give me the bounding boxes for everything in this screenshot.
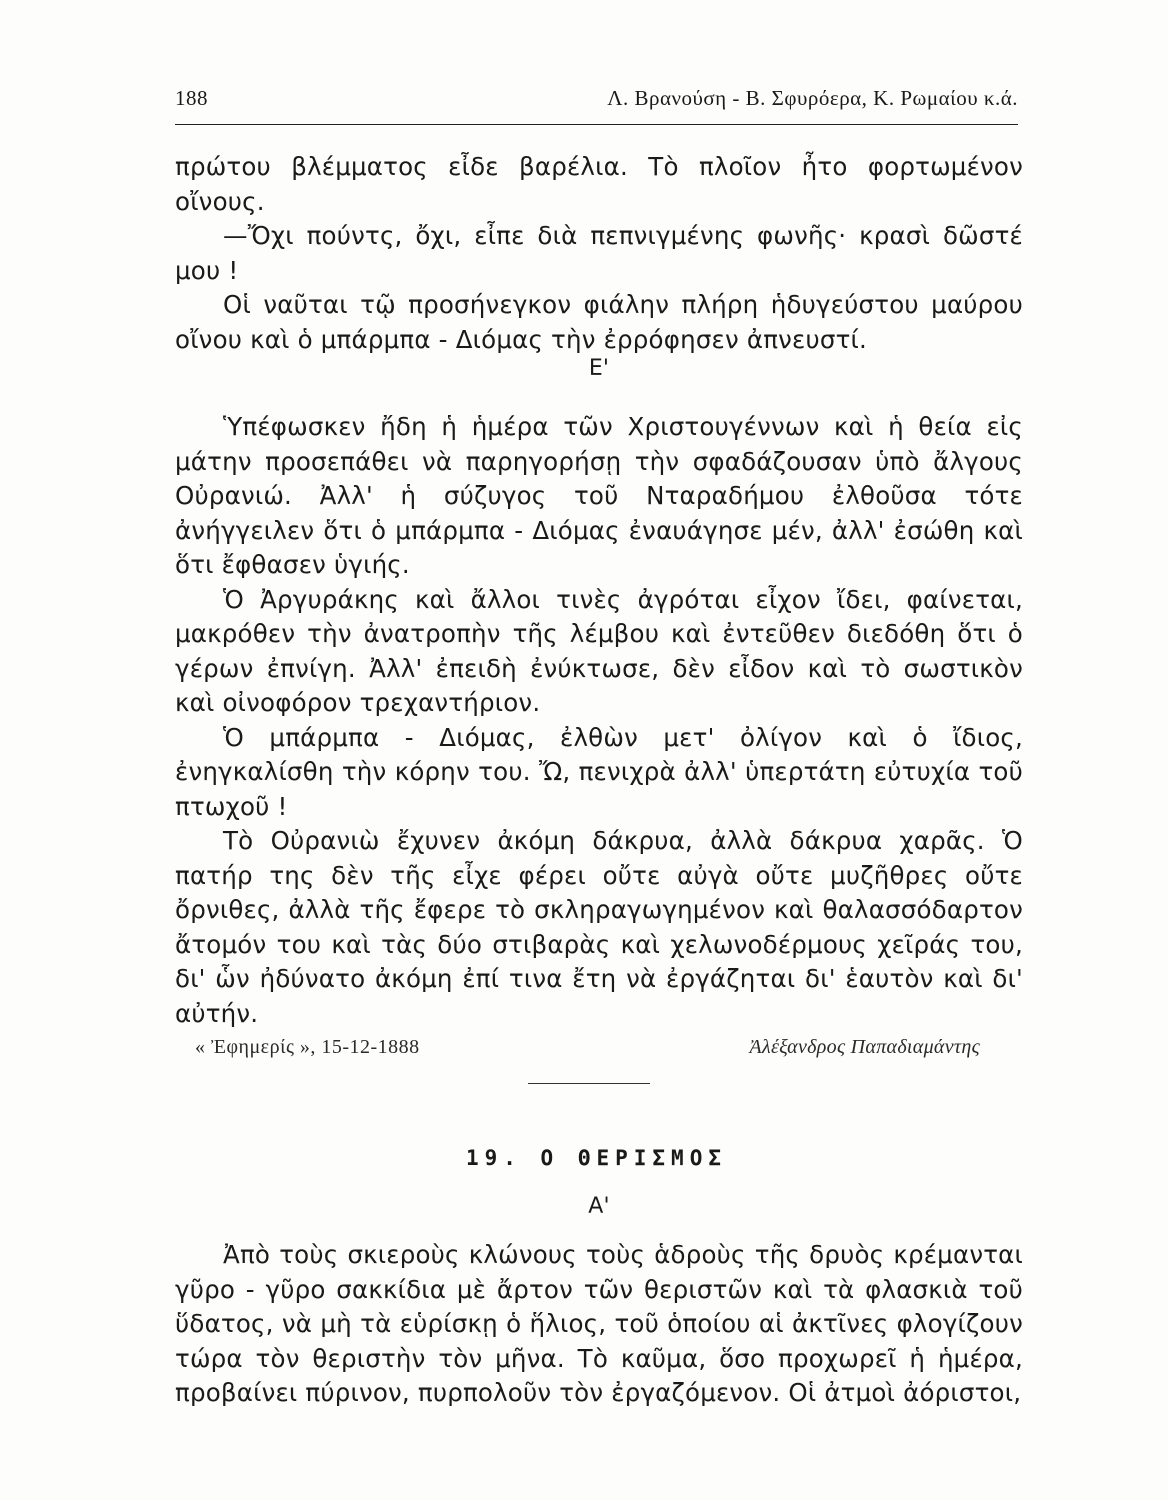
running-title: Λ. Βρανούση - Β. Σφυρόερα, Κ. Ρωμαίου κ.ά. xyxy=(607,86,1018,110)
paragraph: Ἀπὸ τοὺς σκιεροὺς κλώνους τοὺς ἁδροὺς τῆς δρυὸς κρέμανται γῦρο - γῦρο σακκίδια μὲ ἄρτον τῶν θεριστῶν καὶ τὰ φλασκιὰ τοῦ ὕδατος, νὰ μὴ τὰ εὑρίσκῃ ὁ ἥλιος, τοῦ ὁποίου αἱ ἀκτῖνες φλογίζουν τώρα τὸν θεριστὴν τὸν μῆνα. Τὸ καῦμα, ὅσο προχωρεῖ ἡ ἡμέρα, προβαίνει πύρινον, πυρπολοῦν τὸν ἐργαζόμενον. Οἱ ἀτμοὶ ἀόριστοι, xyxy=(175,1240,1023,1407)
chapter-subheading-block xyxy=(175,1190,1023,1225)
paragraph: πρώτου βλέμματος εἶδε βαρέλια. Τὸ πλοῖον ἦτο φορτωμένον οἴνους. xyxy=(175,152,1023,216)
section-e xyxy=(175,352,1023,387)
section-one-text xyxy=(175,150,1023,357)
paragraph: —Ὄχι πούντς, ὄχι, εἶπε διὰ πεπνιγμένης φωνῆς· κρασὶ δῶστέ μου ! xyxy=(175,221,1023,285)
section-e-text xyxy=(175,410,1023,1031)
paragraph: Ὁ μπάρμπα - Διόμας, ἐλθὼν μετ' ὀλίγον καὶ ὁ ἴδιος, ἐνηγκαλίσθη τὴν κόρην του. Ὤ, πενιχρὰ ἀλλ' ὑπερτάτη εὐτυχία τοῦ πτωχοῦ ! xyxy=(175,722,1023,821)
paragraph: Ὑπέφωσκεν ἤδη ἡ ἡμέρα τῶν Χριστουγέννων καὶ ἡ θεία εἰς μάτην προσεπάθει νὰ παρηγορήσῃ τὴν σφαδάζουσαν ὑπὸ ἄλγους Οὐρανιώ. Ἀλλ' ἡ σύζυγος τοῦ Νταραδήμου ἐλθοῦσα τότε ἀνήγγειλεν ὅτι ὁ μπάρμπα - Διόμας ἐναυάγησε μέν, ἀλλ' ἐσώθη καὶ ὅτι ἔφθασεν ὑγιής. xyxy=(175,412,1023,579)
chapter-text xyxy=(175,1238,1023,1411)
paragraph: Τὸ Οὐρανιὼ ἔχυνεν ἀκόμη δάκρυα, ἀλλὰ δάκρυα χαρᾶς. Ὁ πατήρ της δὲν τῆς εἶχε φέρει οὔτε αὐγὰ οὔτε μυζῆθρες οὔτε ὄρνιθες, ἀλλὰ τῆς ἔφερε τὸ σκληραγωγημένον καὶ θαλασσόδαρτον ἄτομόν του καὶ τὰς δύο στιβαρὰς καὶ χελωνοδέρμους χεῖράς του, δι' ὧν ἠδύνατο ἀκόμη ἐπί τινα ἔτη νὰ ἐργάζηται δι' ἑαυτὸν καὶ δι' αὐτήν. xyxy=(175,826,1023,1028)
chapter-subheading: Α' xyxy=(588,1194,610,1219)
section-heading: Ε' xyxy=(588,356,610,381)
paragraph: Ὁ Ἀργυράκης καὶ ἄλλοι τινὲς ἀγρόται εἶχον ἴδει, φαίνεται, μακρόθεν τὴν ἀνατροπὴν τῆς λέμβου καὶ ἐντεῦθεν διεδόθη ὅτι ὁ γέρων ἐπνίγη. Ἀλλ' ἐπειδὴ ἐνύκτωσε, δὲν εἶδον καὶ τὸ σωστικὸν καὶ οἰνοφόρον τρεχαντήριον. xyxy=(175,584,1023,717)
paragraph: Οἱ ναῦται τῷ προσήνεγκον φιάλην πλήρη ἡδυγεύστου μαύρου οἴνου καὶ ὁ μπάρμπα - Διόμας τὴν ἐρρόφησεν ἀπνευστί. xyxy=(175,290,1023,354)
page-number: 188 xyxy=(175,86,208,110)
header-rule xyxy=(175,124,1018,125)
source-citation: « Ἐφημερίς », 15-12-1888 xyxy=(195,1036,420,1058)
author-name: Ἀλέξανδρος Παπαδιαμάντης xyxy=(749,1036,980,1058)
chapter-title: 19. Ο ΘΕΡΙΣΜΟΣ xyxy=(465,1146,727,1170)
section-divider xyxy=(528,1083,650,1084)
